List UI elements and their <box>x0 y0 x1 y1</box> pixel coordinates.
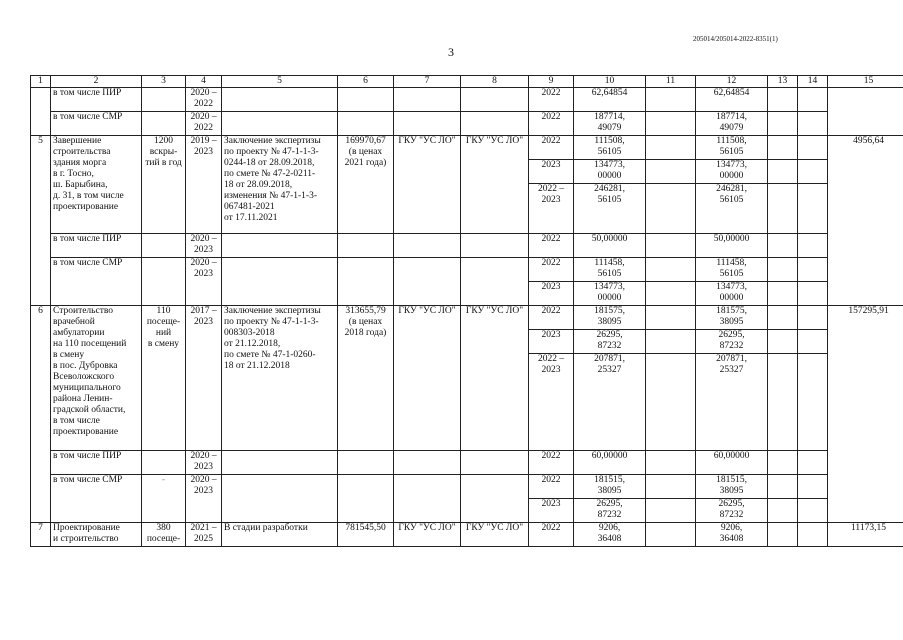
table-row <box>31 112 903 136</box>
row-label: в том числе ПИР <box>51 88 142 112</box>
page-number: 3 <box>448 45 454 59</box>
program-table <box>30 75 903 547</box>
year-cell: 2022 <box>529 234 574 258</box>
object-name: Завершение строительства здания морга в г. Тосно, ш. Барыбина, д. 31, в том числе проектирование <box>51 136 142 234</box>
year-cell: 2022 – 2023 <box>529 184 574 234</box>
column-header: 5 <box>222 76 338 88</box>
column-header: 10 <box>574 76 646 88</box>
period-cell: 2021 – 2025 <box>186 523 222 547</box>
customer-cell: ГКУ "УС ЛО" <box>394 306 461 451</box>
item-number: 6 <box>31 306 51 523</box>
amount-cell: 134773, 00000 <box>574 282 646 306</box>
expertise-cell: Заключение экспертизы по проекту № 47-1-1-3- 008303-2018 от 21.12.2018, по смете № 47-1-0260- 18 от 21.12.2018 <box>222 306 338 451</box>
amount-cell: 246281, 56105 <box>574 184 646 234</box>
amount-cell: 62,64854 <box>574 88 646 112</box>
amount-cell: 9206, 36408 <box>574 523 646 547</box>
amount-cell: 111458, 56105 <box>574 258 646 282</box>
object-name: Строительство врачебной амбулатории на 110 посещений в смену в пос. Дубровка Всеволожского муниципального района Ленин- градской области, в том числе проектирование <box>51 306 142 451</box>
year-cell: 2023 <box>529 282 574 306</box>
period-cell: 2020 – 2023 <box>186 234 222 258</box>
year-cell: 2023 <box>529 160 574 184</box>
amount-cell: 60,00000 <box>696 451 768 475</box>
period-cell: 2019 – 2023 <box>186 136 222 234</box>
amount-cell: 9206, 36408 <box>696 523 768 547</box>
total-cell: 11173,15 <box>828 523 903 547</box>
column-header: 13 <box>768 76 798 88</box>
cost-cell: 169970,67 (в ценах 2021 года) <box>338 136 394 234</box>
year-cell: 2023 <box>529 330 574 354</box>
capacity-cell: 110 посеще- ний в смену <box>142 306 186 451</box>
amount-cell: 111508, 56105 <box>696 136 768 160</box>
customer-cell: ГКУ "УС ЛО" <box>394 523 461 547</box>
column-header: 12 <box>696 76 768 88</box>
developer-cell: ГКУ "УС ЛО" <box>461 306 529 451</box>
amount-cell: 207871, 25327 <box>574 354 646 451</box>
amount-cell: 60,00000 <box>574 451 646 475</box>
column-header: 1 <box>31 76 51 88</box>
period-cell: 2017 – 2023 <box>186 306 222 451</box>
amount-cell: 246281, 56105 <box>696 184 768 234</box>
row-label: в том числе СМР <box>51 258 142 306</box>
year-cell: 2022 <box>529 475 574 499</box>
amount-cell: 26295, 87232 <box>696 499 768 523</box>
year-cell: 2022 <box>529 88 574 112</box>
amount-cell: 134773, 00000 <box>696 282 768 306</box>
column-header: 2 <box>51 76 142 88</box>
developer-cell: ГКУ "УС ЛО" <box>461 136 529 234</box>
amount-cell: 111508, 56105 <box>574 136 646 160</box>
total-cell: 4956,64 <box>828 136 903 306</box>
column-header: 4 <box>186 76 222 88</box>
column-header: 7 <box>394 76 461 88</box>
table-row <box>31 88 903 112</box>
period-cell: 2020 – 2023 <box>186 258 222 306</box>
capacity-cell: 380 посеще- <box>142 523 186 547</box>
table-row <box>31 136 903 160</box>
column-number-row <box>31 76 903 88</box>
period-cell: 2020 – 2023 <box>186 451 222 475</box>
dash-mark: - <box>142 475 186 523</box>
amount-cell: 62,64854 <box>696 88 768 112</box>
total-cell: 157295,91 <box>828 306 903 523</box>
column-header: 3 <box>142 76 186 88</box>
column-header: 11 <box>646 76 696 88</box>
cost-cell: 781545,50 <box>338 523 394 547</box>
amount-cell: 111458, 56105 <box>696 258 768 282</box>
year-cell: 2022 <box>529 523 574 547</box>
period-cell: 2020 – 2022 <box>186 112 222 136</box>
item-number: 5 <box>31 136 51 306</box>
amount-cell: 50,00000 <box>696 234 768 258</box>
column-header: 8 <box>461 76 529 88</box>
document-id: 205014/205014-2022-8351(1) <box>693 35 778 43</box>
column-header: 15 <box>828 76 903 88</box>
developer-cell: ГКУ "УС ЛО" <box>461 523 529 547</box>
year-cell: 2022 <box>529 136 574 160</box>
table-row <box>31 306 903 330</box>
row-label: в том числе ПИР <box>51 451 142 475</box>
year-cell: 2023 <box>529 499 574 523</box>
table-row <box>31 451 903 475</box>
year-cell: 2022 – 2023 <box>529 354 574 451</box>
column-header: 14 <box>798 76 828 88</box>
object-name: Проектирование и строительство <box>51 523 142 547</box>
amount-cell: 26295, 87232 <box>696 330 768 354</box>
expertise-cell: Заключение экспертизы по проекту № 47-1-1-3- 0244-18 от 28.09.2018, по смете № 47-2-0211- 18 от 28.09.2018, изменения № 47-1-1-3- 067481-2021 от 17.11.2021 <box>222 136 338 234</box>
row-label: в том числе СМР <box>51 475 142 523</box>
period-cell: 2020 – 2022 <box>186 88 222 112</box>
year-cell: 2022 <box>529 112 574 136</box>
amount-cell: 181575, 38095 <box>696 306 768 330</box>
table-row <box>31 475 903 499</box>
amount-cell: 181515, 38095 <box>696 475 768 499</box>
amount-cell: 187714, 49079 <box>696 112 768 136</box>
amount-cell: 181515, 38095 <box>574 475 646 499</box>
row-label: в том числе ПИР <box>51 234 142 258</box>
item-number: 7 <box>31 523 51 547</box>
period-cell: 2020 – 2023 <box>186 475 222 523</box>
year-cell: 2022 <box>529 306 574 330</box>
column-header: 9 <box>529 76 574 88</box>
expertise-cell: В стадии разработки <box>222 523 338 547</box>
table-row <box>31 523 903 547</box>
amount-cell: 26295, 87232 <box>574 499 646 523</box>
row-label: в том числе СМР <box>51 112 142 136</box>
cost-cell: 313655,79 (в ценах 2018 года) <box>338 306 394 451</box>
amount-cell: 50,00000 <box>574 234 646 258</box>
table-row <box>31 258 903 282</box>
amount-cell: 26295, 87232 <box>574 330 646 354</box>
amount-cell: 134773, 00000 <box>574 160 646 184</box>
amount-cell: 187714, 49079 <box>574 112 646 136</box>
amount-cell: 207871, 25327 <box>696 354 768 451</box>
customer-cell: ГКУ "УС ЛО" <box>394 136 461 234</box>
year-cell: 2022 <box>529 258 574 282</box>
capacity-cell: 1200 вскры- тий в год <box>142 136 186 234</box>
table-row <box>31 234 903 258</box>
amount-cell: 181575, 38095 <box>574 306 646 330</box>
amount-cell: 134773, 00000 <box>696 160 768 184</box>
year-cell: 2022 <box>529 451 574 475</box>
column-header: 6 <box>338 76 394 88</box>
